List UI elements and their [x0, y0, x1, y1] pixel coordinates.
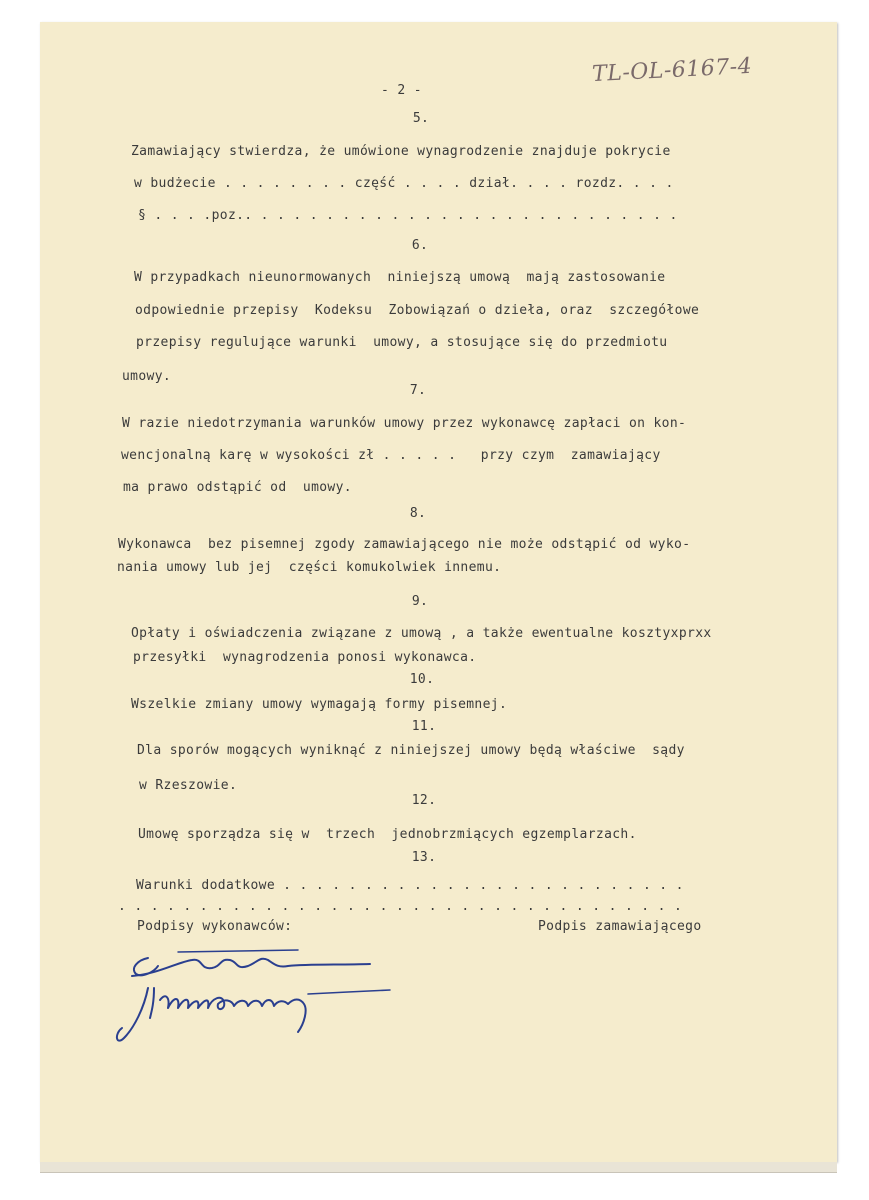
- handwritten-reference-code: TL-OL-6167-4: [591, 53, 753, 88]
- section-line: Wszelkie zmiany umowy wymagają formy pisemnej.: [131, 697, 508, 712]
- scan-bottom-strip: [40, 1162, 837, 1172]
- scan-edge-line: [40, 1172, 837, 1173]
- section-number: 13.: [411, 850, 437, 865]
- section-number: 7.: [409, 383, 427, 398]
- section-line: umowy.: [122, 369, 172, 384]
- section-line: Umowę sporządza się w trzech jednobrzmiących egzemplarzach.: [138, 827, 637, 842]
- section-line: przepisy regulujące warunki umowy, a stosujące się do przedmiotu: [136, 335, 668, 350]
- section-line: W razie niedotrzymania warunków umowy przez wykonawcę zapłaci on kon-: [122, 416, 687, 431]
- handwritten-signature: [108, 938, 408, 1058]
- section-line: w budżecie . . . . . . . . część . . . . dział. . . . rozdz. . . .: [134, 176, 674, 191]
- page-number: - 2 -: [381, 83, 422, 98]
- section-line: Warunki dodatkowe . . . . . . . . . . . . . . . . . . . . . . . . .: [136, 878, 684, 893]
- section-number: 9.: [411, 594, 429, 609]
- section-number: 5.: [412, 111, 430, 126]
- section-line: § . . . .poz.. . . . . . . . . . . . . . . . . . . . . . . . . . .: [138, 208, 678, 223]
- section-line: w Rzeszowie.: [139, 778, 238, 793]
- dotted-line: . . . . . . . . . . . . . . . . . . . . . . . . . . . . . . . . . . .: [118, 899, 683, 914]
- section-number: 11.: [411, 719, 437, 734]
- section-line: wencjonalną karę w wysokości zł . . . . . przy czym zamawiający: [121, 448, 661, 463]
- client-signature-label: Podpis zamawiającego: [538, 919, 702, 934]
- section-line: Opłaty i oświadczenia związane z umową , a także ewentualne kosztyxprxx: [131, 626, 712, 641]
- section-number: 6.: [411, 238, 429, 253]
- section-number: 8.: [409, 506, 427, 521]
- section-line: przesyłki wynagrodzenia ponosi wykonawca.: [133, 650, 477, 665]
- section-line: Dla sporów mogących wyniknąć z niniejszej umowy będą właściwe sądy: [137, 743, 685, 758]
- section-number: 12.: [411, 793, 437, 808]
- section-line: nania umowy lub jej części komukolwiek innemu.: [117, 560, 502, 575]
- section-line: Zamawiający stwierdza, że umówione wynagrodzenie znajduje pokrycie: [131, 144, 671, 159]
- section-line: ma prawo odstąpić od umowy.: [123, 480, 352, 495]
- contractors-signature-label: Podpisy wykonawców:: [137, 919, 293, 934]
- section-number: 10.: [409, 672, 435, 687]
- section-line: W przypadkach nieunormowanych niniejszą umową mają zastosowanie: [134, 270, 666, 285]
- section-line: Wykonawca bez pisemnej zgody zamawiającego nie może odstąpić od wyko-: [118, 537, 691, 552]
- section-line: odpowiednie przepisy Kodeksu Zobowiązań o dzieła, oraz szczegółowe: [135, 303, 700, 318]
